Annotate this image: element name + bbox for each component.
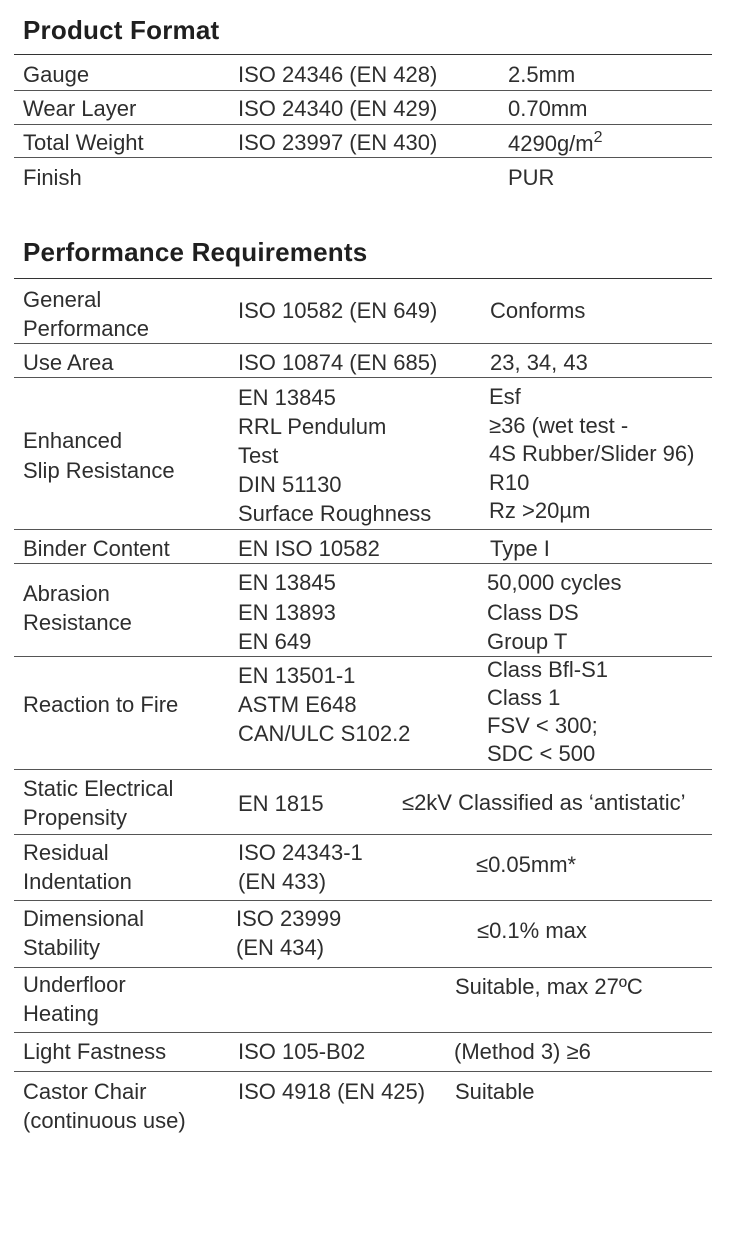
row-name xyxy=(23,1077,186,1135)
divider xyxy=(14,900,712,901)
row-value: PUR xyxy=(508,165,555,190)
value-line: 23, 34, 43 xyxy=(490,350,588,375)
row-name xyxy=(23,904,144,962)
value-line: (Method 3) ≥6 xyxy=(454,1039,591,1064)
row-value xyxy=(487,656,608,768)
name-line: Indentation xyxy=(23,869,132,894)
row-standard xyxy=(238,383,431,528)
divider xyxy=(14,1071,712,1072)
divider xyxy=(14,967,712,968)
standard-line: EN 13845 xyxy=(238,570,336,595)
row-name: Finish xyxy=(23,165,82,190)
value-line: R10 xyxy=(489,469,530,495)
superscript: 2 xyxy=(593,129,603,146)
name-line: Underfloor xyxy=(23,972,126,997)
name-line: Residual xyxy=(23,840,109,865)
row-name xyxy=(23,970,126,1028)
row-value xyxy=(476,850,576,879)
standard-line: ISO 4918 (EN 425) xyxy=(238,1079,426,1104)
value-line: SDC < 500 xyxy=(487,741,596,766)
standard-line: ISO 10874 (EN 685) xyxy=(238,350,438,375)
divider xyxy=(14,278,712,279)
name-line: Use Area xyxy=(23,350,114,375)
standard-line: ASTM E648 xyxy=(238,692,357,717)
name-line: Abrasion xyxy=(23,581,110,606)
divider xyxy=(14,529,712,530)
row-name xyxy=(23,285,149,343)
standard-line: (EN 434) xyxy=(236,935,325,960)
row-standard: ISO 24346 (EN 428) xyxy=(238,62,438,87)
row-name xyxy=(23,838,132,896)
divider xyxy=(14,834,712,835)
divider xyxy=(14,124,712,125)
row-standard xyxy=(236,904,341,962)
row-name: Total Weight xyxy=(23,130,144,155)
divider xyxy=(14,769,712,770)
value-line: ≤2kV Classified as ‘antistatic’ xyxy=(402,790,686,815)
name-line: Static Electrical xyxy=(23,776,174,801)
section-title-product-format: Product Format xyxy=(23,15,220,45)
name-line: Stability xyxy=(23,935,101,960)
value-line: Type I xyxy=(490,536,550,561)
name-line: Resistance xyxy=(23,610,132,635)
row-value xyxy=(490,348,588,377)
value-line: Conforms xyxy=(490,298,586,323)
name-line: Propensity xyxy=(23,805,127,830)
standard-line: ISO 23999 xyxy=(236,906,342,931)
row-standard xyxy=(238,1037,365,1066)
standard-line: EN ISO 10582 xyxy=(238,536,380,561)
standard-line: CAN/ULC S102.2 xyxy=(238,721,411,746)
row-standard: ISO 23997 (EN 430) xyxy=(238,130,438,155)
name-line: General xyxy=(23,287,102,312)
standard-line: EN 13501-1 xyxy=(238,663,356,688)
standard-line: EN 13893 xyxy=(238,599,336,625)
value-line: ≤0.05mm* xyxy=(476,852,577,877)
name-line: Performance xyxy=(23,316,149,341)
row-value xyxy=(477,916,587,945)
name-line: Castor Chair xyxy=(23,1079,147,1104)
divider xyxy=(14,343,712,344)
name-line: Reaction to Fire xyxy=(23,692,179,717)
section-title-performance: Performance Requirements xyxy=(23,237,368,267)
row-standard xyxy=(238,568,336,657)
row-name xyxy=(23,426,175,486)
standard-line: ISO 105-B02 xyxy=(238,1039,366,1064)
row-standard xyxy=(238,661,410,748)
divider xyxy=(14,377,712,378)
standard-line: EN 1815 xyxy=(238,791,324,816)
row-value xyxy=(454,1037,591,1066)
row-standard xyxy=(238,296,437,325)
standard-line: EN 13845 xyxy=(238,385,336,410)
divider xyxy=(14,157,712,158)
standard-line: ISO 24343-1 xyxy=(238,840,363,865)
value-line: FSV < 300; xyxy=(487,713,598,738)
name-line: Enhanced xyxy=(23,428,123,453)
name-line: Dimensional xyxy=(23,906,145,931)
row-value xyxy=(490,296,585,325)
row-standard xyxy=(238,789,324,818)
row-name: Gauge xyxy=(23,62,90,87)
value-line: Esf xyxy=(489,384,521,409)
name-line: Light Fastness xyxy=(23,1039,167,1064)
row-value xyxy=(490,534,550,563)
standard-line: RRL Pendulum xyxy=(238,414,387,439)
row-value xyxy=(508,129,603,158)
value-line: Class DS xyxy=(487,599,579,625)
row-standard xyxy=(238,1077,425,1106)
value-line: Suitable, max 27ºC xyxy=(455,974,643,999)
standard-line: ISO 10582 (EN 649) xyxy=(238,298,438,323)
value-line: 50,000 cycles xyxy=(487,570,622,595)
row-name xyxy=(23,534,170,563)
divider xyxy=(14,1032,712,1033)
row-name: Wear Layer xyxy=(23,96,137,121)
row-name xyxy=(23,579,132,637)
row-name xyxy=(23,1037,166,1066)
row-standard: ISO 24340 (EN 429) xyxy=(238,96,438,121)
row-value xyxy=(489,383,694,526)
value-line: Group T xyxy=(487,629,568,654)
name-line: Slip Resistance xyxy=(23,458,175,483)
row-value xyxy=(455,972,643,1001)
value-line: Class Bfl-S1 xyxy=(487,657,609,682)
row-value: 0.70mm xyxy=(508,96,588,121)
value-line: ≥36 (wet test - xyxy=(489,412,629,438)
name-line: Heating xyxy=(23,1001,99,1026)
row-standard xyxy=(238,534,380,563)
row-name xyxy=(23,690,178,719)
row-value xyxy=(487,568,622,657)
divider xyxy=(14,90,712,91)
row-standard xyxy=(238,348,437,377)
row-value xyxy=(402,788,686,817)
standard-line: Test xyxy=(238,443,279,468)
row-value xyxy=(455,1077,535,1106)
value-line: Rz >20µm xyxy=(489,498,591,523)
row-name xyxy=(23,348,114,377)
value-text: 4290g/m xyxy=(508,131,594,156)
standard-line: DIN 51130 xyxy=(238,472,342,497)
row-name xyxy=(23,774,173,832)
standard-line: (EN 433) xyxy=(238,869,327,894)
value-line: ≤0.1% max xyxy=(477,918,587,943)
name-line: Binder Content xyxy=(23,536,170,561)
divider xyxy=(14,54,712,55)
value-line: Class 1 xyxy=(487,685,561,710)
row-standard xyxy=(238,838,363,896)
standard-line: EN 649 xyxy=(238,629,312,654)
value-line: Suitable xyxy=(455,1079,535,1104)
name-line: (continuous use) xyxy=(23,1108,186,1133)
standard-line: Surface Roughness xyxy=(238,501,432,526)
value-line: 4S Rubber/Slider 96) xyxy=(489,441,695,466)
row-value: 2.5mm xyxy=(508,62,576,87)
divider xyxy=(14,563,712,564)
